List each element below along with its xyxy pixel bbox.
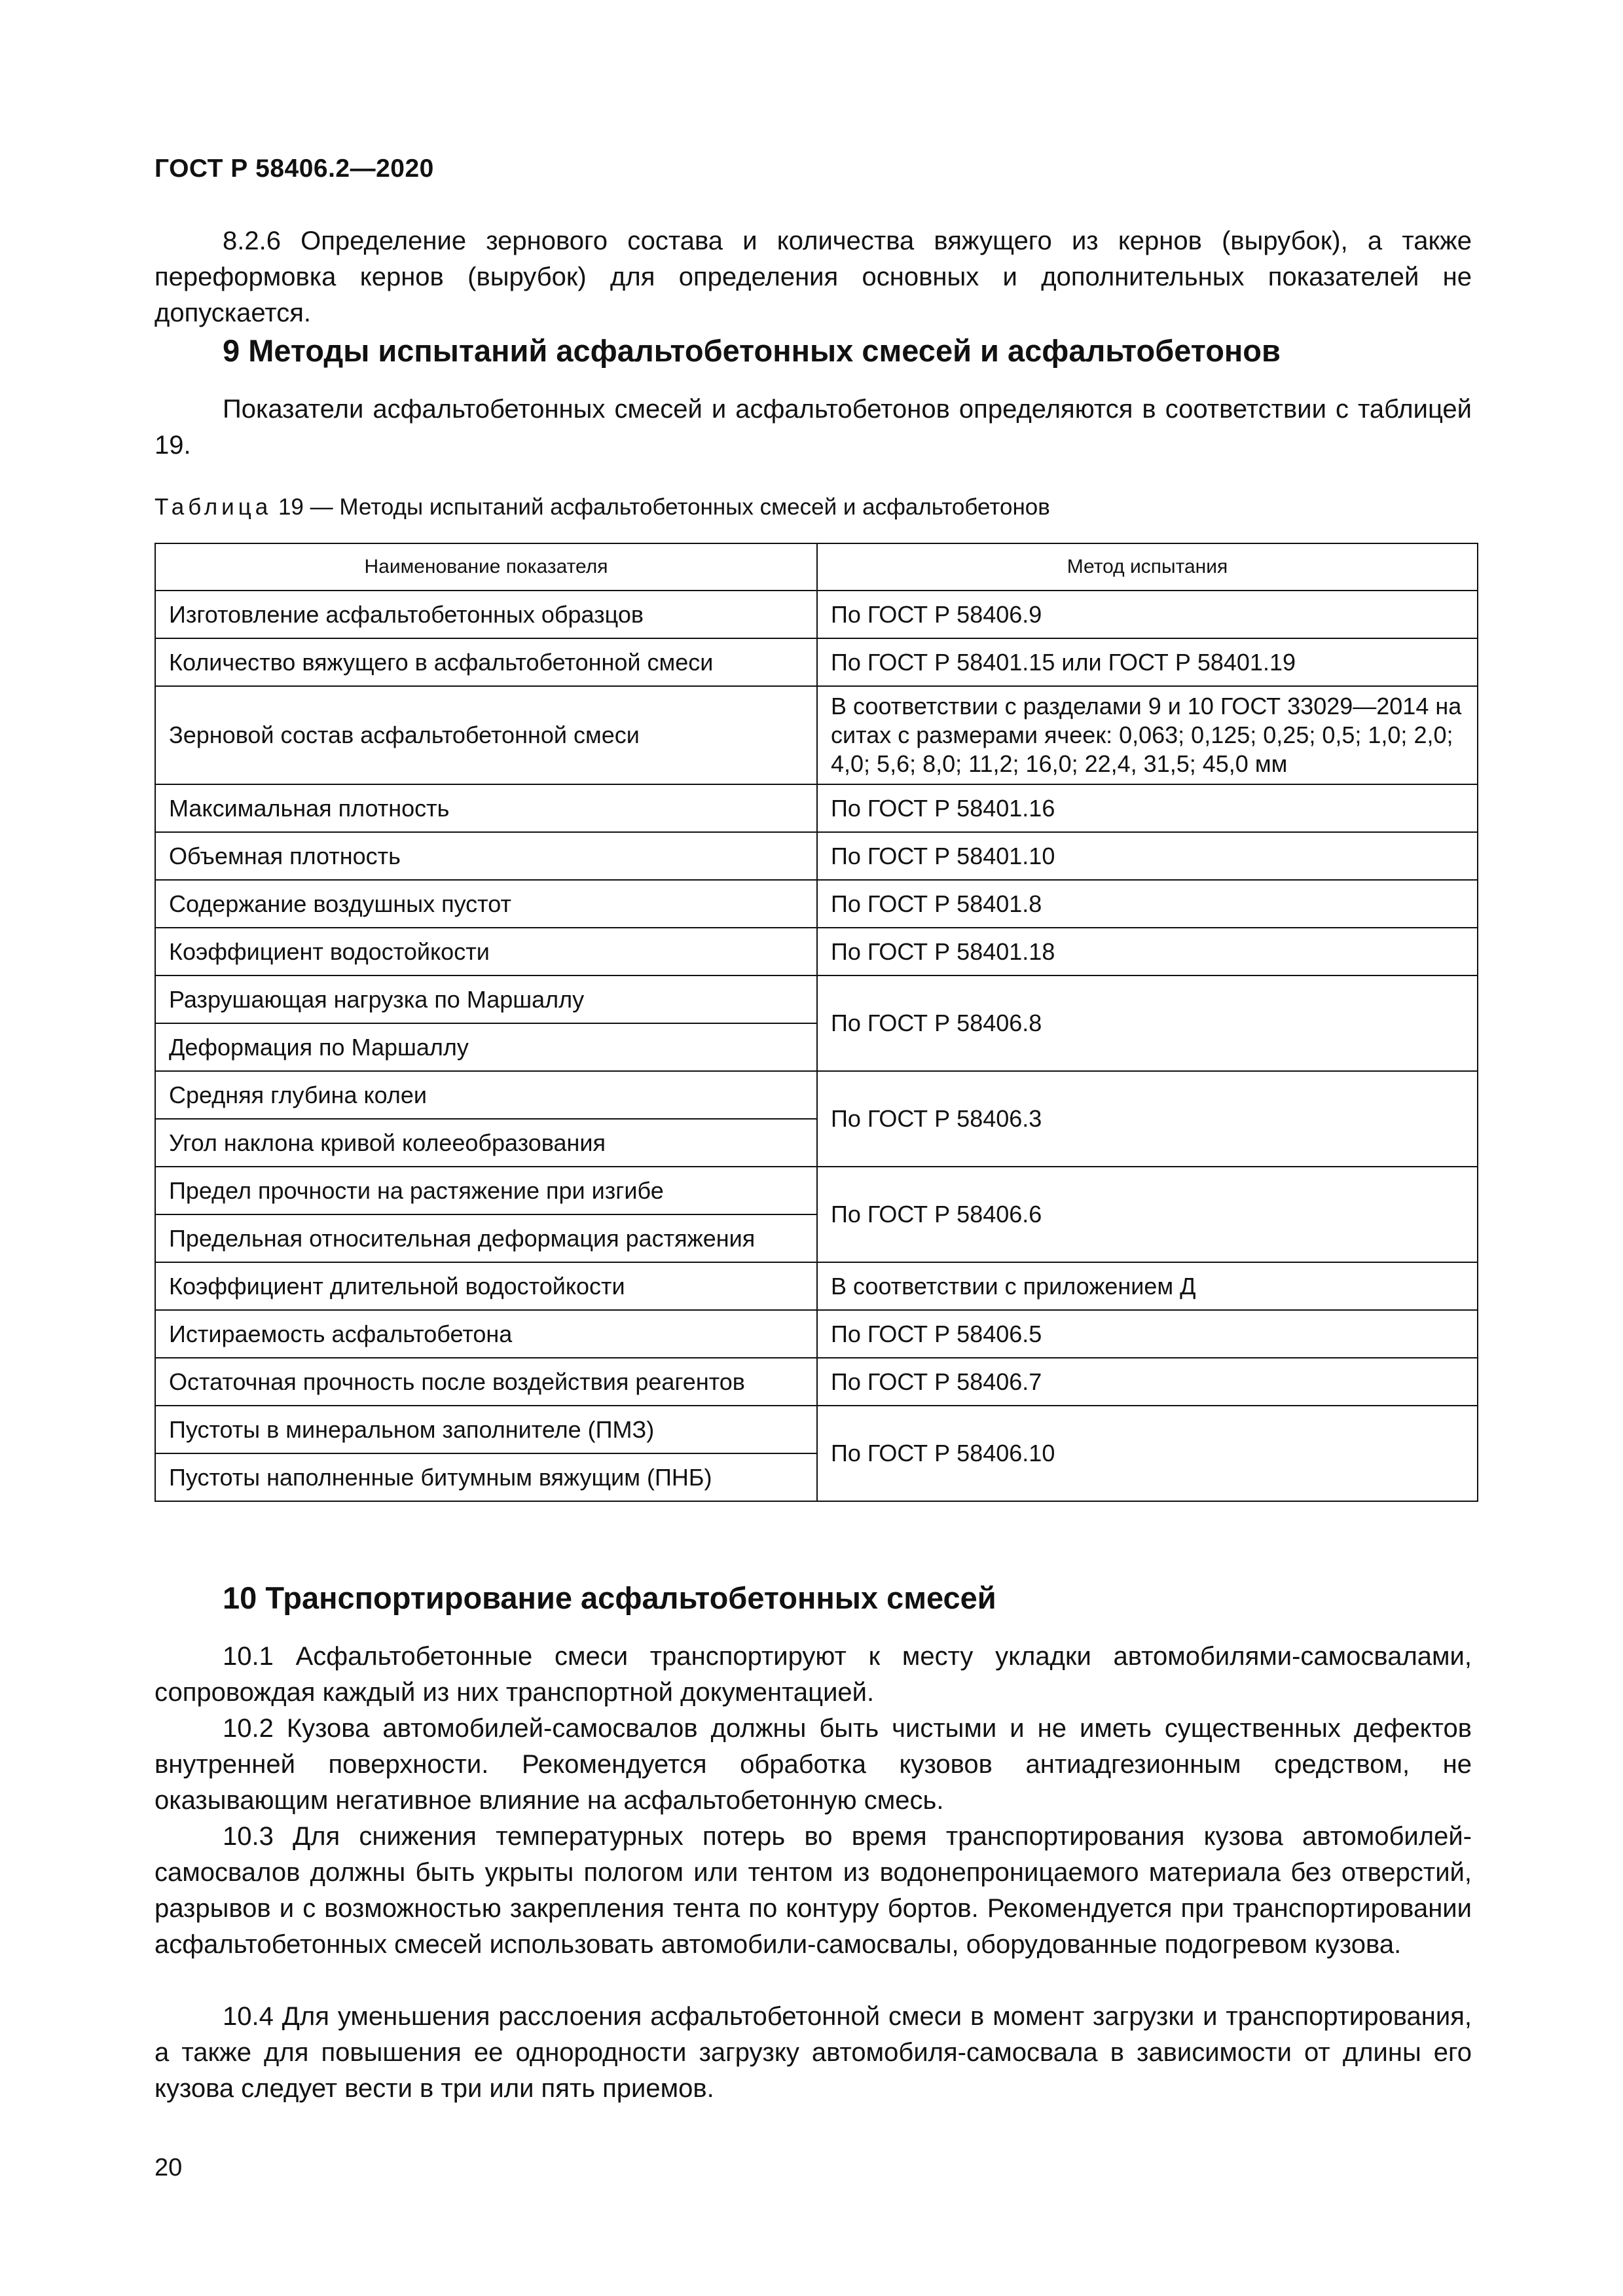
indicator-cell: Количество вяжущего в асфальтобетонной смеси <box>155 638 817 686</box>
method-cell: По ГОСТ Р 58406.10 <box>817 1406 1478 1501</box>
page-number: 20 <box>155 2154 183 2181</box>
indicator-cell: Предел прочности на растяжение при изгибе <box>155 1167 817 1214</box>
method-cell: По ГОСТ Р 58406.8 <box>817 975 1478 1071</box>
indicator-cell: Средняя глубина колеи <box>155 1071 817 1119</box>
paragraph-10-1: 10.1 Асфальтобетонные смеси транспортируют к месту укладки автомобилями-самосвалами, сопровождая каждый из них транспортной документацией. <box>155 1642 1472 1707</box>
table-row <box>155 1071 1478 1119</box>
indicator-cell: Максимальная плотность <box>155 784 817 832</box>
table-caption-prefix: Таблица <box>155 494 272 520</box>
method-cell: В соответствии с разделами 9 и 10 ГОСТ 33029—2014 на ситах с размерами ячеек: 0,063; 0,125; 0,25; 0,5; 1,0; 2,0; 4,0; 5,6; 8,0; 11,2; 16,0; 22,4, 31,5; 45,0 мм <box>817 686 1478 784</box>
table-19-caption <box>155 494 1050 520</box>
paragraph-8-2-6: 8.2.6 Определение зернового состава и количества вяжущего из кернов (вырубок), а также переформовка кернов (вырубок) для определения основных и дополнительных показателей не допускается. <box>155 227 1472 327</box>
table-row <box>155 975 1478 1023</box>
method-cell: По ГОСТ Р 58401.10 <box>817 832 1478 880</box>
indicator-cell: Пустоты в минеральном заполнителе (ПМЗ) <box>155 1406 817 1453</box>
method-cell: По ГОСТ Р 58406.7 <box>817 1358 1478 1406</box>
table-19 <box>155 543 1478 1502</box>
table-row <box>155 928 1478 975</box>
table-row <box>155 591 1478 638</box>
table-row <box>155 1310 1478 1358</box>
table-row <box>155 1406 1478 1453</box>
method-cell: По ГОСТ Р 58401.18 <box>817 928 1478 975</box>
section-10-heading: 10 Транспортирование асфальтобетонных смесей <box>223 1580 996 1615</box>
method-cell: В соответствии с приложением Д <box>817 1262 1478 1310</box>
indicator-cell: Разрушающая нагрузка по Маршаллу <box>155 975 817 1023</box>
table-row <box>155 832 1478 880</box>
indicator-cell: Зерновой состав асфальтобетонной смеси <box>155 686 817 784</box>
table-row <box>155 686 1478 784</box>
indicator-cell: Объемная плотность <box>155 832 817 880</box>
indicator-cell: Изготовление асфальтобетонных образцов <box>155 591 817 638</box>
method-cell: По ГОСТ Р 58401.8 <box>817 880 1478 928</box>
column-header-indicator: Наименование показателя <box>155 543 817 591</box>
table-row <box>155 638 1478 686</box>
indicator-cell: Предельная относительная деформация растяжения <box>155 1214 817 1262</box>
indicator-cell: Коэффициент водостойкости <box>155 928 817 975</box>
section-9-heading: 9 Методы испытаний асфальтобетонных смесей и асфальтобетонов <box>223 333 1281 368</box>
indicator-cell: Истираемость асфальтобетона <box>155 1310 817 1358</box>
indicator-cell: Угол наклона кривой колееобразования <box>155 1119 817 1167</box>
method-cell: По ГОСТ Р 58406.3 <box>817 1071 1478 1167</box>
table-row <box>155 1167 1478 1214</box>
standard-id: ГОСТ Р 58406.2—2020 <box>155 155 434 183</box>
method-cell: По ГОСТ Р 58401.15 или ГОСТ Р 58401.19 <box>817 638 1478 686</box>
indicator-cell: Коэффициент длительной водостойкости <box>155 1262 817 1310</box>
indicator-cell: Остаточная прочность после воздействия реагентов <box>155 1358 817 1406</box>
table-caption-title: 19 — Методы испытаний асфальтобетонных смесей и асфальтобетонов <box>272 494 1050 520</box>
indicator-cell: Пустоты наполненные битумным вяжущим (ПНБ) <box>155 1453 817 1501</box>
table-row <box>155 880 1478 928</box>
paragraph-10-4: 10.4 Для уменьшения расслоения асфальтобетонной смеси в момент загрузки и транспортирования, а также для повышения ее однородности загрузку автомобиля-самосвала в зависимости от длины его кузова следует вести в три или пять приемов. <box>155 2002 1472 2103</box>
table-header-row <box>155 543 1478 591</box>
method-cell: По ГОСТ Р 58406.6 <box>817 1167 1478 1262</box>
section-9-intro: Показатели асфальтобетонных смесей и асфальтобетонов определяются в соответствии с таблицей 19. <box>155 395 1472 460</box>
table-row <box>155 1262 1478 1310</box>
paragraph-10-2: 10.2 Кузова автомобилей-самосвалов должны быть чистыми и не иметь существенных дефектов внутренней поверхности. Рекомендуется обработка кузовов антиадгезионным средством, не оказывающим негативное влияние на асфальтобетонную смесь. <box>155 1714 1472 1815</box>
column-header-method: Метод испытания <box>817 543 1478 591</box>
indicator-cell: Содержание воздушных пустот <box>155 880 817 928</box>
method-cell: По ГОСТ Р 58401.16 <box>817 784 1478 832</box>
method-cell: По ГОСТ Р 58406.5 <box>817 1310 1478 1358</box>
indicator-cell: Деформация по Маршаллу <box>155 1023 817 1071</box>
paragraph-10-3: 10.3 Для снижения температурных потерь во время транспортирования кузова автомобилей-самосвалов должны быть укрыты пологом или тентом из водонепроницаемого материала без отверстий, разрывов и с возможностью закрепления тента по контуру бортов. Рекомендуется при транспортировании асфальтобетонных смесей использовать автомобили-самосвалы, оборудованные подогревом кузова. <box>155 1822 1472 1959</box>
table-row <box>155 784 1478 832</box>
table-row <box>155 1358 1478 1406</box>
method-cell: По ГОСТ Р 58406.9 <box>817 591 1478 638</box>
